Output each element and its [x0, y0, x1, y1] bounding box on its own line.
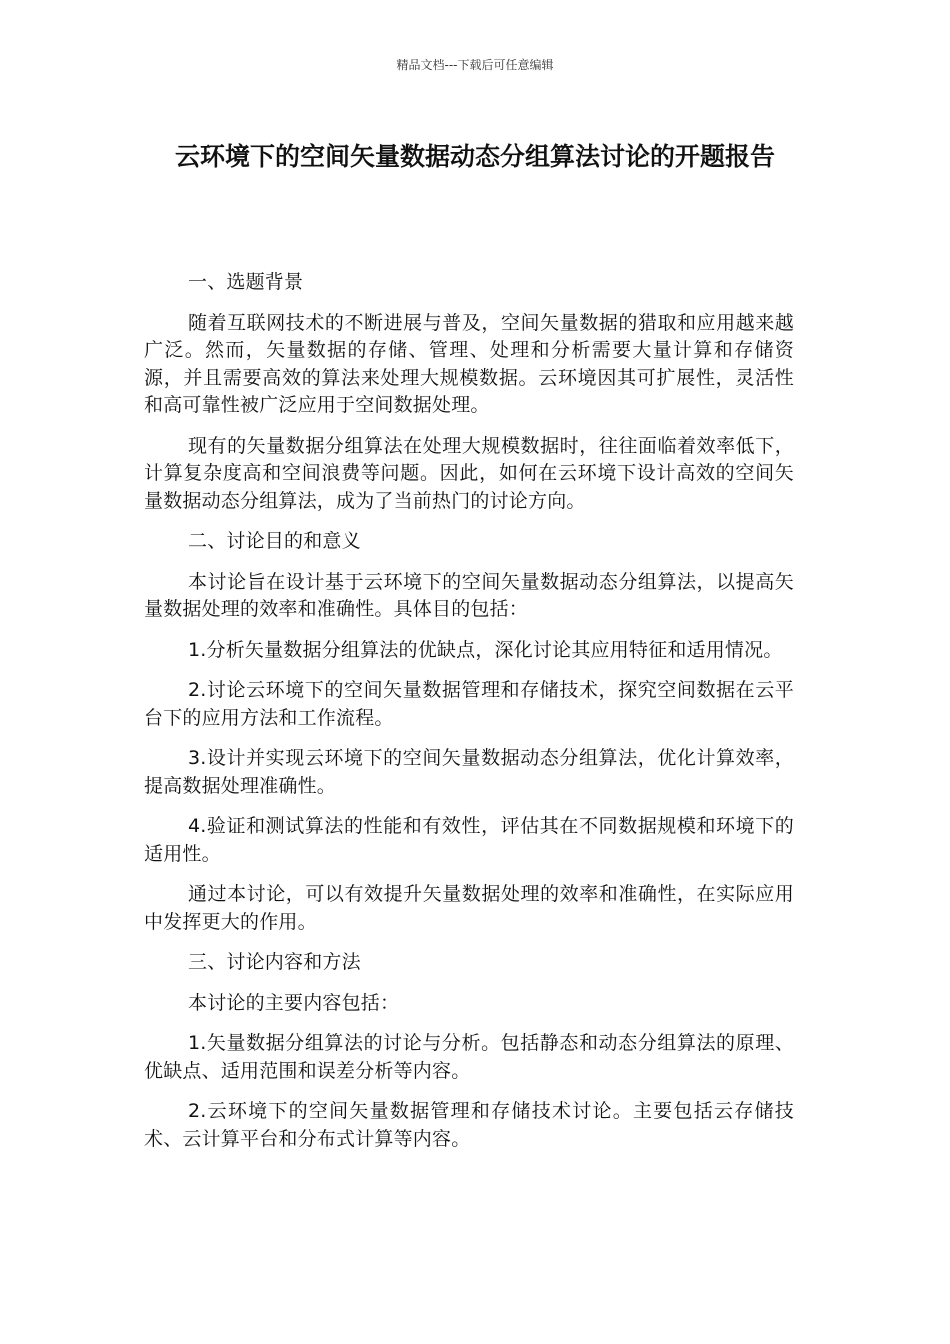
list-item: 2.讨论云环境下的空间矢量数据管理和存储技术，探究空间数据在云平台下的应用方法和工作流程。 [144, 679, 794, 729]
list-item: 1.矢量数据分组算法的讨论与分析。包括静态和动态分组算法的原理、优缺点、适用范围和误差分析等内容。 [144, 1032, 794, 1082]
document-title: 云环境下的空间矢量数据动态分组算法讨论的开题报告 [174, 142, 775, 171]
paragraph: 本讨论旨在设计基于云环境下的空间矢量数据动态分组算法，以提高矢量数据处理的效率和准确性。具体目的包括： [144, 570, 794, 620]
paragraph: 通过本讨论，可以有效提升矢量数据处理的效率和准确性，在实际应用中发挥更大的作用。 [144, 883, 794, 933]
list-item: 1.分析矢量数据分组算法的优缺点，深化讨论其应用特征和适用情况。 [188, 638, 783, 661]
paragraph: 本讨论的主要内容包括： [188, 991, 400, 1014]
list-item: 2.云环境下的空间矢量数据管理和存储技术讨论。主要包括云存储技术、云计算平台和分布式计算等内容。 [144, 1100, 794, 1150]
paragraph: 现有的矢量数据分组算法在处理大规模数据时，往往面临着效率低下，计算复杂度高和空间浪费等问题。因此，如何在云环境下设计高效的空间矢量数据动态分组算法，成为了当前热门的讨论方向。 [144, 434, 794, 512]
section-heading-content: 三、讨论内容和方法 [188, 951, 361, 973]
list-item: 4.验证和测试算法的性能和有效性，评估其在不同数据规模和环境下的适用性。 [144, 815, 794, 865]
header-note: 精品文档---下载后可任意编辑 [396, 58, 554, 72]
section-heading-background: 一、选题背景 [188, 271, 304, 293]
paragraph: 随着互联网技术的不断进展与普及，空间矢量数据的猎取和应用越来越广泛。然而，矢量数据的存储、管理、处理和分析需要大量计算和存储资源，并且需要高效的算法来处理大规模数据。云环境因其可扩展性，灵活性和高可靠性被广泛应用于空间数据处理。 [144, 311, 794, 416]
document-body [144, 269, 794, 1166]
list-item: 3.设计并实现云环境下的空间矢量数据动态分组算法，优化计算效率，提高数据处理准确性。 [144, 747, 794, 797]
section-heading-purpose: 二、讨论目的和意义 [188, 530, 361, 552]
